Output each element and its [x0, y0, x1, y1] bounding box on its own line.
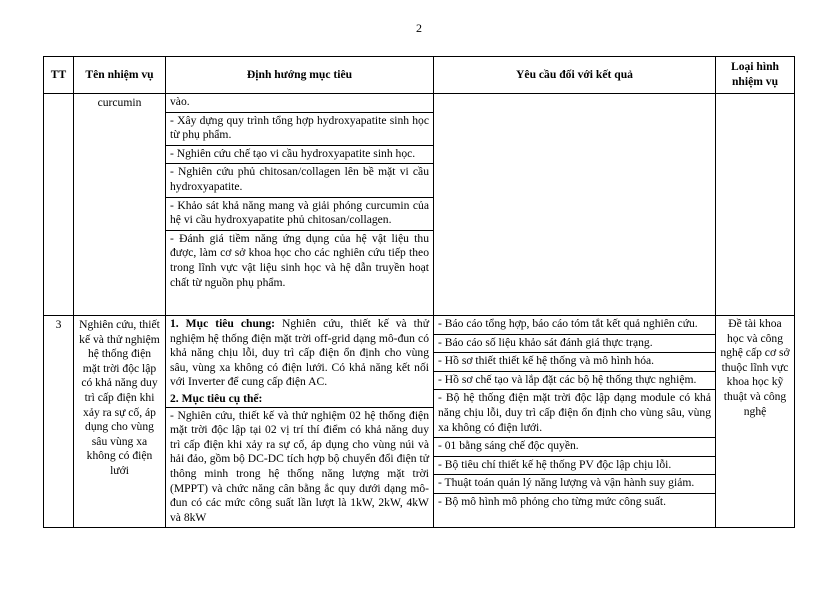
cell-req-prev: [434, 94, 716, 316]
requirement-item: - Hồ sơ chế tạo và lắp đặt các bộ hệ thống thực nghiệm.: [434, 371, 715, 390]
goal-item: vào.: [170, 95, 190, 108]
table-row-3: [44, 316, 795, 528]
goal-item: - Khảo sát khả năng mang và giải phóng curcumin của hệ vi cầu hydroxyapatite phủ chitosan/collagen.: [166, 197, 433, 230]
cell-tt-prev: [44, 94, 74, 316]
header-requirements: Yêu cầu đối với kết quả: [434, 57, 716, 94]
general-goal-label: 1. Mục tiêu chung:: [170, 317, 276, 330]
task-table: [43, 56, 795, 528]
cell-requirements: [434, 316, 716, 528]
header-tt: TT: [44, 57, 74, 94]
table-header-row: [44, 57, 795, 94]
specific-goal-text: - Nghiên cứu, thiết kế và thử nghiệm 02 hệ thống điện mặt trời độc lập tại 02 vị trí thí điểm có khả năng duy trì cấp điện khi xảy ra sự cố, áp dụng cho vùng núi và hải đảo, gồm bộ DC-DC tích hợp bộ chuyển đổi điện tử thông minh trong hệ thống năng lượng mặt trời (MPPT) và chức năng cân bằng ắc quy dưới dạng mô-đun có các mức công suất lần lượt là 1kW, 2kW, 4kW và 8kW: [166, 407, 433, 528]
requirement-item: - Báo cáo số liệu khảo sát đánh giá thực trạng.: [434, 334, 715, 353]
page-number: 2: [416, 21, 422, 35]
requirement-item: - Báo cáo tổng hợp, báo cáo tóm tắt kết quả nghiên cứu.: [438, 317, 698, 330]
header-type: Loại hình nhiệm vụ: [716, 57, 795, 94]
requirement-item: - 01 bằng sáng chế độc quyền.: [434, 437, 715, 456]
goal-item: - Nghiên cứu phủ chitosan/collagen lên bề mặt vi cầu hydroxyapatite.: [166, 163, 433, 196]
goal-item: - Đánh giá tiềm năng ứng dụng của hệ vật liệu thu được, làm cơ sở khoa học cho các nghiên cứu tiếp theo trong lĩnh vực vật liệu sinh học và hệ dẫn truyền hoạt chất từ nguồn phụ phẩm.: [166, 230, 433, 292]
general-goal-text: Nghiên cứu, thiết kế và thử nghiệm hệ thống điện mặt trời off-grid dạng mô-đun có khả năng chịu lỗi, duy trì cấp điện ổn định cho vùng sâu, vùng xa không có điện lưới. Có khả năng kết nối với Inverter để cung cấp điện AC.: [170, 317, 429, 389]
requirement-item: - Bộ hệ thống điện mặt trời độc lập dạng module có khả năng chịu lỗi, duy trì cấp điện ổn định cho vùng sâu, vùng xa không có điện lưới.: [434, 389, 715, 437]
cell-type-prev: [716, 94, 795, 316]
table-row-continued: [44, 94, 795, 316]
cell-goal: [166, 316, 434, 528]
goal-item: - Nghiên cứu chế tạo vi cầu hydroxyapatite sinh học.: [166, 145, 433, 164]
requirement-item: - Hồ sơ thiết thiết kế hệ thống và mô hình hóa.: [434, 352, 715, 371]
requirement-item: - Thuật toán quản lý năng lượng và vận hành suy giảm.: [434, 474, 715, 493]
specific-goal-label: 2. Mục tiêu cụ thể:: [170, 391, 263, 405]
cell-task-name: Nghiên cứu, thiết kế và thử nghiệm hệ thống điện mặt trời độc lập có khả năng duy trì cấp điện khi xảy ra sự cố, áp dụng cho vùng sâu vùng xa không có điện lưới: [74, 316, 166, 528]
goal-item: - Xây dựng quy trình tổng hợp hydroxyapatite sinh học từ phụ phẩm.: [166, 112, 433, 145]
requirement-item: - Bộ tiêu chí thiết kế hệ thống PV độc lập chịu lỗi.: [434, 456, 715, 475]
header-name: Tên nhiệm vụ: [74, 57, 166, 94]
cell-task-type: Đề tài khoa học và công nghệ cấp cơ sở thuộc lĩnh vực khoa học kỹ thuật và công nghệ: [716, 316, 795, 528]
cell-name-prev: curcumin: [74, 94, 166, 316]
cell-goal-prev: [166, 94, 434, 316]
requirement-item: - Bộ mô hình mô phỏng cho từng mức công suất.: [434, 493, 715, 512]
header-goal: Định hướng mục tiêu: [166, 57, 434, 94]
general-goal: [166, 316, 433, 392]
cell-tt: 3: [44, 316, 74, 528]
